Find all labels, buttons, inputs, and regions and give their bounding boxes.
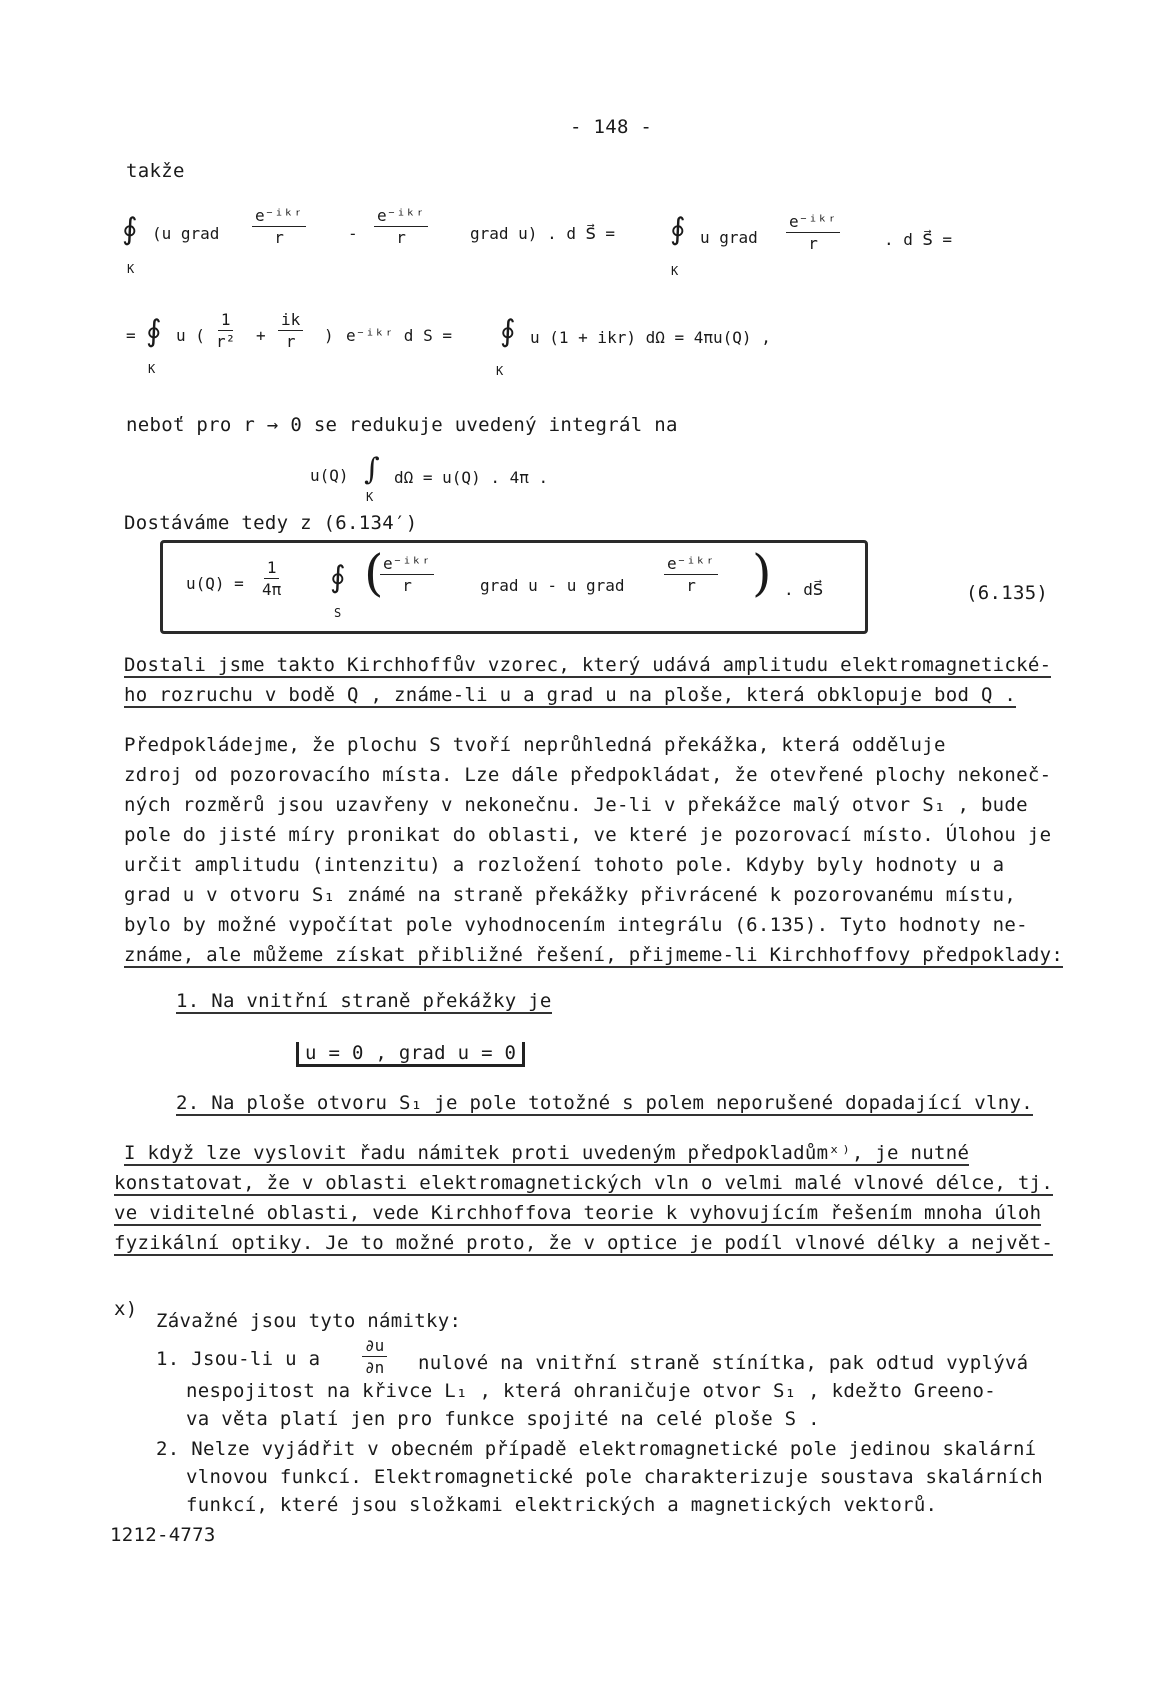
print-code: 1212-4773 — [110, 1524, 216, 1546]
eq1-rhs-tail: . d S⃗ = — [884, 230, 952, 249]
box-frac1-num: 1 — [264, 558, 280, 579]
footnote-item-1-start: 1. Jsou-li u a — [156, 1348, 321, 1370]
paragraph-3-line: I když lze vyslovit řadu námitek proti uvedeným předpokladůmˣ⁾, je nutné — [124, 1142, 970, 1164]
eq2-start: = — [126, 326, 136, 345]
eq1-fraction-1 — [252, 206, 306, 247]
eq1-frac1-num: e⁻ⁱᵏʳ — [252, 206, 306, 227]
eq1-frac2-den: r — [396, 228, 406, 247]
eq2-plus: + — [256, 326, 266, 345]
eq1-frac3-num: e⁻ⁱᵏʳ — [786, 212, 840, 233]
paragraph-2-line: zdroj od pozorovacího místa. Lze dále předpokládat, že otevřené plochy nekoneč- — [124, 764, 1052, 786]
equation-label: (6.135) — [966, 582, 1049, 604]
partial-num: ∂u — [362, 1336, 387, 1357]
footnote-item-2-line: funkcí, které jsou složkami elektrických a magnetických vektorů. — [186, 1494, 938, 1516]
box-fraction-3 — [664, 554, 718, 595]
eq1-minus: - — [348, 224, 358, 243]
box-frac2-den: r — [402, 576, 412, 595]
eq1-fraction-3 — [786, 212, 840, 253]
integral-label: K — [366, 490, 374, 504]
eq3-rhs: dΩ = u(Q) . 4π . — [394, 468, 549, 487]
text-line-dostavame: Dostáváme tedy z (6.134′) — [124, 512, 418, 534]
box-frac1-den: 4π — [262, 580, 282, 599]
paragraph-1-line: ho rozruchu v bodě Q , známe-li u a grad u na ploše, která obklopuje bod Q . — [124, 684, 1017, 706]
footnote-item-1-line: va věta platí jen pro funkce spojité na celé ploše S . — [186, 1408, 820, 1430]
eq2-expo: e⁻ⁱᵏʳ d S = — [346, 326, 452, 345]
assumption-1: 1. Na vnitřní straně překážky je — [176, 990, 552, 1012]
eq1-frac1-den: r — [274, 228, 284, 247]
eq2-frac1-den: r² — [216, 332, 236, 351]
paragraph-2-line: ných rozměrů jsou uzavřeny v nekonečnu. Je-li v překážce malý otvor S₁ , bude — [124, 794, 1028, 816]
box-fraction-1 — [262, 558, 281, 599]
contour-label: K — [671, 264, 679, 278]
paragraph-3-line: fyzikální optiky. Je to možné proto, že v optice je podíl vlnové délky a největ- — [114, 1232, 1054, 1254]
box-lhs: u(Q) = — [186, 574, 244, 593]
contour-label: K — [148, 362, 156, 376]
footnote-title: Závažné jsou tyto námitky: — [156, 1310, 462, 1332]
eq2-u-open: u ( — [176, 326, 205, 345]
intro-word: takže — [126, 160, 185, 182]
eq1-frac2-num: e⁻ⁱᵏʳ — [374, 206, 428, 227]
partial-derivative-fraction — [362, 1336, 387, 1377]
box-mid: grad u - u grad — [480, 576, 625, 595]
partial-den: ∂n — [365, 1358, 385, 1377]
eq1-fraction-2 — [374, 206, 428, 247]
paragraph-3-line: ve viditelné oblasti, vede Kirchhoffova teorie k vyhovujícím řešením mnoha úloh — [114, 1202, 1042, 1224]
eq2-frac1-num: 1 — [218, 310, 234, 331]
contour-integral-symbol: ∮ — [500, 314, 516, 349]
eq1-grad-u: grad u) . d S⃗ = — [470, 224, 616, 243]
footnote-item-2-line: vlnovou funkcí. Elektromagnetické pole charakterizuje soustava skalárních — [186, 1466, 1043, 1488]
paragraph-3-line: konstatovat, že v oblasti elektromagnetických vln o velmi malé vlnové délce, tj. — [114, 1172, 1054, 1194]
box-frac2-num: e⁻ⁱᵏʳ — [380, 554, 434, 575]
eq2-fraction-2 — [278, 310, 303, 351]
contour-integral-symbol: ∮ — [146, 314, 162, 349]
eq1-frac3-den: r — [808, 234, 818, 253]
paragraph-2-line: pole do jisté míry pronikat do oblasti, ve které je pozorovací místo. Úlohou je — [124, 824, 1052, 846]
eq2-fraction-1 — [216, 310, 235, 351]
eq2-close: ) — [324, 326, 334, 345]
footnote-mark: x) — [114, 1298, 138, 1320]
box-fraction-2 — [380, 554, 434, 595]
text-line-nebot: neboť pro r → 0 se redukuje uvedený integrál na — [126, 414, 678, 436]
left-paren-icon: ( — [364, 544, 384, 602]
paragraph-1-line: Dostali jsme takto Kirchhoffův vzorec, který udává amplitudu elektromagnetické- — [124, 654, 1052, 676]
box-frac3-den: r — [686, 576, 696, 595]
page-number: - 148 - — [570, 116, 653, 138]
paragraph-2-line: Předpokládejme, že plochu S tvoří neprůhledná překážka, která odděluje — [124, 734, 946, 756]
footnote-item-2-line: 2. Nelze vyjádřit v obecném případě elektromagnetické pole jedinou skalární — [156, 1438, 1037, 1460]
integral-symbol: ∫ — [364, 452, 380, 487]
eq3-lhs: u(Q) — [310, 466, 349, 485]
paragraph-2-line: bylo by možné vypočítat pole vyhodnocením integrálu (6.135). Tyto hodnoty ne- — [124, 914, 1028, 936]
contour-integral-symbol: ∮ — [670, 212, 686, 247]
eq1-lhs-open: (u grad — [152, 224, 220, 243]
box-frac3-num: e⁻ⁱᵏʳ — [664, 554, 718, 575]
contour-integral-symbol: ∮ — [330, 560, 346, 595]
contour-label: K — [127, 262, 135, 276]
eq1-rhs-u-grad: u grad — [700, 228, 758, 247]
contour-integral-symbol: ∮ — [122, 212, 138, 247]
eq2-frac2-num: ik — [278, 310, 303, 331]
contour-label: K — [496, 364, 504, 378]
assumption-2: 2. Na ploše otvoru S₁ je pole totožné s polem neporušené dopadající vlny. — [176, 1092, 1033, 1114]
paragraph-2-line: známe, ale můžeme získat přibližné řešení, přijmeme-li Kirchhoffovy předpoklady: — [124, 944, 1064, 966]
eq2-frac2-den: r — [285, 332, 296, 351]
right-paren-icon: ) — [752, 544, 772, 602]
surface-label: S — [334, 606, 342, 620]
eq2-middle: u (1 + ikr) dΩ = 4πu(Q) , — [530, 328, 771, 347]
footnote-item-1-line: nespojitost na křivce L₁ , která ohraničuje otvor S₁ , kdežto Greeno- — [186, 1380, 996, 1402]
paragraph-2-line: určit amplitudu (intenzitu) a rozložení tohoto pole. Kdyby byly hodnoty u a — [124, 854, 1005, 876]
footnote-item-1-rest: nulové na vnitřní straně stínítka, pak odtud vyplývá — [418, 1352, 1029, 1374]
paragraph-2-line: grad u v otvoru S₁ známé na straně překážky přivrácené k pozorovanému místu, — [124, 884, 1017, 906]
box-tail: . dS⃗ — [784, 580, 824, 599]
assumption-1-equation: u = 0 , grad u = 0 — [296, 1042, 525, 1067]
